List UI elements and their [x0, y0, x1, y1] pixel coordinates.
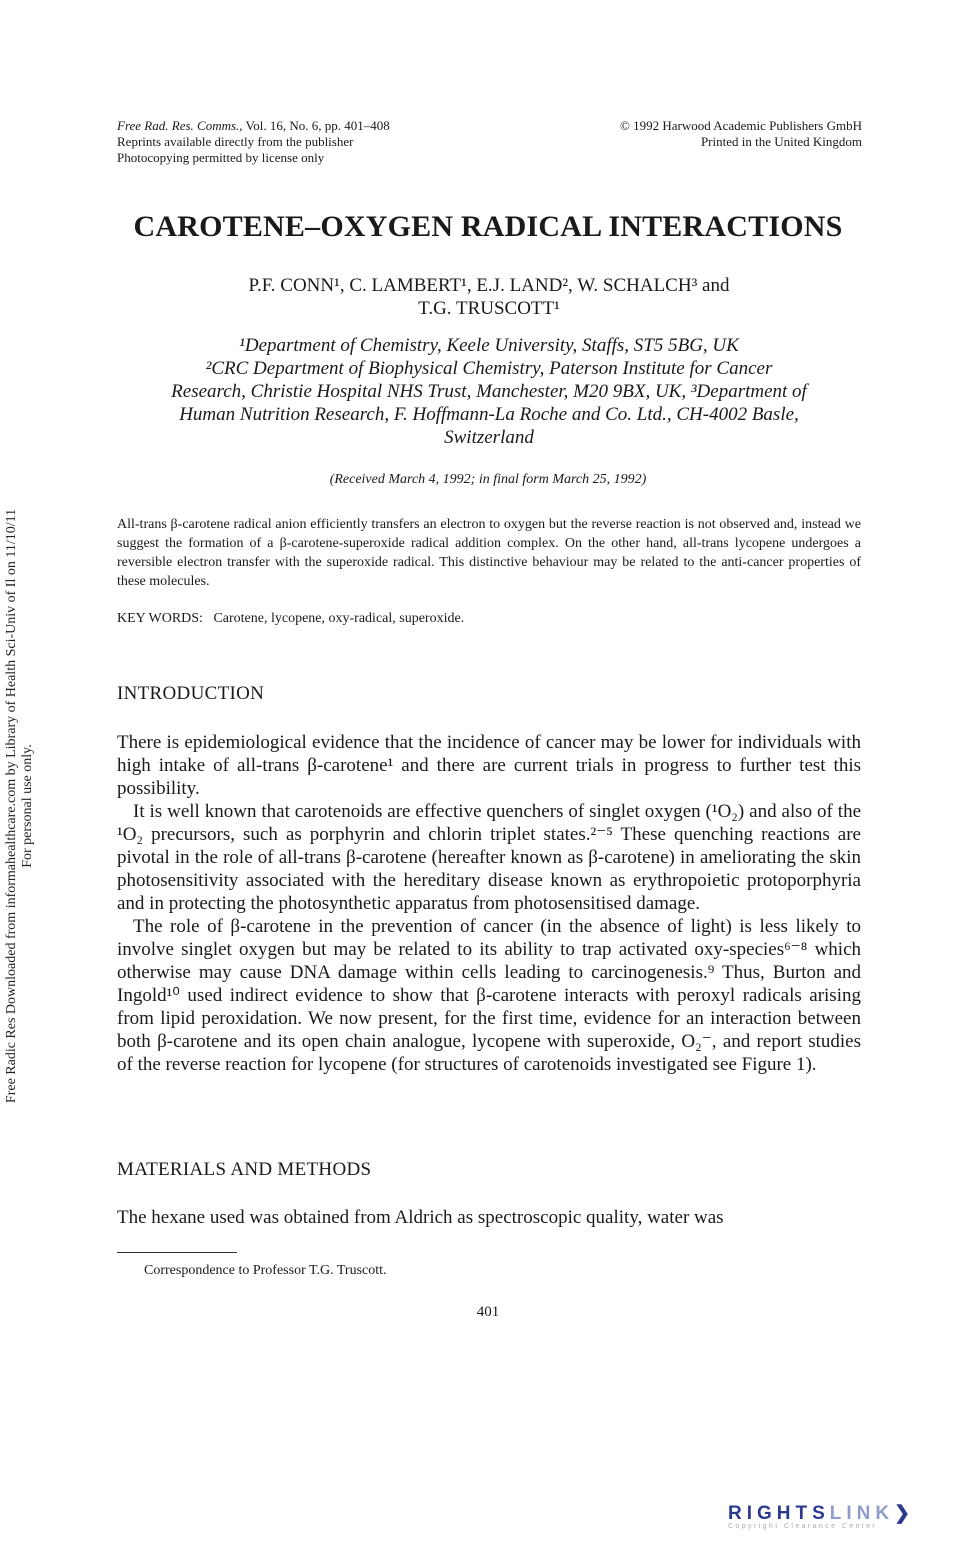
- footnote-rule: [117, 1252, 237, 1253]
- paragraph: There is epidemiological evidence that the incidence of cancer may be lower for individuals with high intake of all-trans β-carotene¹ and there are current trials in progress to further test this possibility.: [117, 732, 861, 799]
- logo-tagline: Copyright Clearance Center: [728, 1523, 878, 1530]
- citation-header: [117, 118, 390, 166]
- printed-note: Printed in the United Kingdom: [700, 134, 862, 149]
- watermark-line: Free Radic Res Downloaded from informahealthcare.com by Library of Health Sci-Univ of Il on 11/10/11: [4, 508, 19, 1104]
- affiliation-line: Switzerland: [444, 427, 534, 448]
- keywords-label: KEY WORDS:: [117, 611, 203, 626]
- download-watermark: [4, 456, 36, 1156]
- footnote: Correspondence to Professor T.G. Truscott.: [144, 1263, 387, 1278]
- authors: [117, 274, 861, 320]
- photocopying-note: Photocopying permitted by license only: [117, 150, 325, 165]
- abstract: All-trans β-carotene radical anion efficiently transfers an electron to oxygen but the reverse reaction is not observed and, instead we suggest the formation of a β-carotene-superoxide radical addition complex. On the other hand, all-trans lycopene undergoes a reversible electron transfer with the superoxide radical. This distinctive behaviour may be related to the anti-cancer properties of these molecules.: [117, 517, 861, 589]
- copyright-header: [620, 118, 862, 150]
- keywords: [117, 611, 464, 627]
- author-line: T.G. TRUSCOTT¹: [418, 298, 560, 319]
- affiliations: [100, 334, 878, 449]
- paragraph: The role of β-carotene in the prevention of cancer (in the absence of light) is less likely to involve singlet oxygen but may be related to its ability to trap activated oxy-species⁶⁻⁸ which otherwise may cause DNA damage within cells leading to carcinogenesis.⁹ Thus, Burton and Ingold¹⁰ used indirect evidence to show that β-carotene interacts with peroxyl radicals arising from lipid peroxidation. We now present, for the first time, evidence for an interaction between both β-carotene and its open chain analogue, lycopene with superoxide, O₂⁻, and report studies of the reverse reaction for lycopene (for structures of carotenoids investigated see Figure 1).: [117, 916, 861, 1075]
- chevron-icon: ❯: [894, 1503, 916, 1524]
- citation: , Vol. 16, No. 6, pp. 401–408: [239, 118, 390, 133]
- logo-text: LINK: [829, 1503, 895, 1524]
- keywords-value: Carotene, lycopene, oxy-radical, superoxide.: [213, 611, 465, 626]
- materials-body: [117, 1206, 861, 1229]
- introduction-body: [117, 731, 861, 1076]
- paragraph: It is well known that carotenoids are effective quenchers of singlet oxygen (¹O₂) and also of the ¹O₂ precursors, such as porphyrin and chlorin triplet states.²⁻⁵ These quenching reactions are pivotal in the role of all-trans β-carotene (hereafter known as β-carotene) in ameliorating the skin photosensitivity associated with the hereditary disease known as erythropoietic protoporphyria and in protecting the photosynthetic apparatus from photosensitised damage.: [117, 801, 861, 914]
- received-dates: (Received March 4, 1992; in final form March 25, 1992): [329, 472, 647, 487]
- section-heading-materials-methods: MATERIALS AND METHODS: [117, 1159, 372, 1180]
- affiliation-line: Research, Christie Hospital NHS Trust, Manchester, M20 9BX, UK, ³Department of: [171, 381, 807, 402]
- logo-text: RIGHTS: [728, 1503, 830, 1524]
- reprints-note: Reprints available directly from the publisher: [117, 134, 354, 149]
- author-line: P.F. CONN¹, C. LAMBERT¹, E.J. LAND², W. SCHALCH³ and: [248, 275, 730, 296]
- affiliation-line: ¹Department of Chemistry, Keele University, Staffs, ST5 5BG, UK: [239, 335, 739, 356]
- rightslink-logo: [728, 1502, 915, 1530]
- paragraph: The hexane used was obtained from Aldrich as spectroscopic quality, water was: [117, 1207, 724, 1228]
- copyright: © 1992 Harwood Academic Publishers GmbH: [619, 118, 862, 133]
- journal-name: Free Rad. Res. Comms.: [117, 118, 240, 133]
- affiliation-line: Human Nutrition Research, F. Hoffmann-La Roche and Co. Ltd., CH-4002 Basle,: [179, 404, 799, 425]
- page-number: 401: [476, 1304, 500, 1320]
- watermark-line: For personal use only.: [20, 744, 35, 868]
- paper-title: CAROTENE–OXYGEN RADICAL INTERACTIONS: [133, 210, 843, 243]
- affiliation-line: ²CRC Department of Biophysical Chemistry, Paterson Institute for Cancer: [205, 358, 773, 379]
- section-heading-introduction: INTRODUCTION: [117, 683, 265, 704]
